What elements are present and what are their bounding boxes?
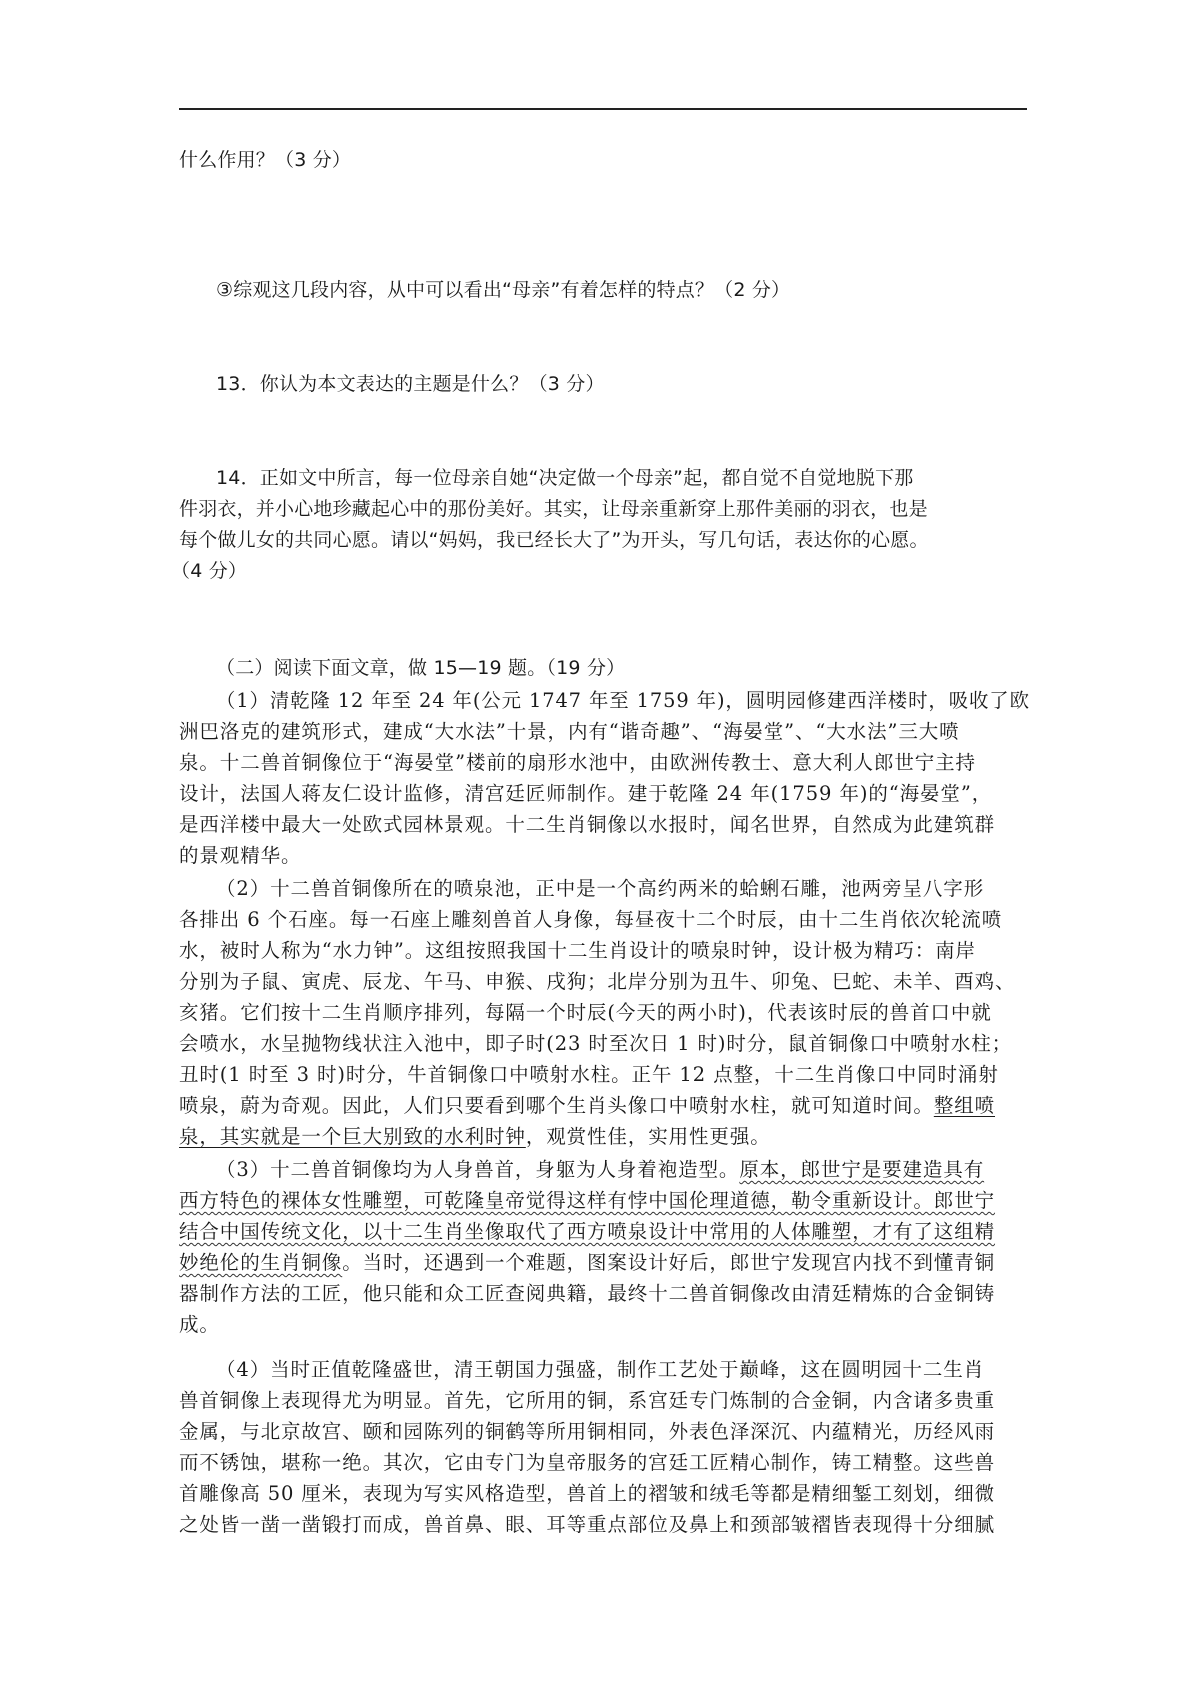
passage-line: 洲巴洛克的建筑形式，建成“大水法”十景，内有“谐奇趣”、“海晏堂”、“大水法”三大喷	[179, 720, 960, 743]
question-14-line: （4 分）	[171, 560, 248, 582]
passage-line: 各排出 6 个石座。每一石座上雕刻兽首人身像，每昼夜十二个时辰，由十二生肖依次轮流喷	[179, 908, 1003, 931]
question-13: 13．你认为本文表达的主题是什么？（3 分）	[216, 373, 605, 395]
passage-line: （1）清乾隆 12 年至 24 年(公元 1747 年至 1759 年)，圆明园修建西洋楼时，吸收了欧	[216, 689, 1030, 712]
underlined-text: 整组喷	[933, 1094, 996, 1117]
passage-line: 泉。十二兽首铜像位于“海晏堂”楼前的扇形水池中，由欧洲传教士、意大利人郎世宁主持	[179, 751, 976, 774]
passage-line	[179, 1125, 771, 1149]
question-14-line: 每个做儿女的共同心愿。请以“妈妈，我已经长大了”为开头，写几句话，表达你的心愿。	[179, 529, 929, 551]
passage-line: 设计，法国人蒋友仁设计监修，清宫廷匠师制作。建于乾隆 24 年(1759 年)的“海晏堂”，	[179, 782, 993, 805]
passage-line: （2）十二兽首铜像所在的喷泉池，正中是一个高约两米的蛤蜊石雕，池两旁呈八字形	[216, 877, 985, 900]
passage-line	[179, 1189, 995, 1213]
passage-line: 是西洋楼中最大一处欧式园林景观。十二生肖铜像以水报时，闻名世界，自然成为此建筑群	[179, 813, 996, 836]
wavy-underlined-text: 妙绝伦的生肖铜像	[179, 1251, 343, 1274]
question-12-3: ③综观这几段内容，从中可以看出“母亲”有着怎样的特点？（2 分）	[216, 279, 791, 301]
passage-line: 的景观精华。	[179, 844, 302, 867]
passage-line: 之处皆一凿一凿锻打而成，兽首鼻、眼、耳等重点部位及鼻上和颈部皱褶皆表现得十分细腻	[179, 1513, 996, 1536]
header-rule	[179, 108, 1027, 110]
passage-line: 而不锈蚀，堪称一绝。其次，它由专门为皇帝服务的宫廷工匠精心制作，铸工精整。这些兽	[179, 1451, 996, 1474]
passage-line	[179, 1220, 995, 1244]
passage-line: 水，被时人称为“水力钟”。这组按照我国十二生肖设计的喷泉时钟，设计极为精巧：南岸	[179, 939, 976, 962]
passage-line: 兽首铜像上表现得尤为明显。首先，它所用的铜，系宫廷专门炼制的合金铜，内含诸多贵重	[179, 1389, 996, 1412]
passage-line	[216, 1158, 984, 1182]
wavy-underlined-text: 结合中国传统文化，以十二生肖坐像取代了西方喷泉设计中常用的人体雕塑，才有了这组精	[179, 1220, 996, 1243]
passage-text: 。当时，还遇到一个难题，图案设计好后，郎世宁发现宫内找不到懂青铜	[342, 1251, 996, 1274]
question-14-line: 件羽衣，并小心地珍藏起心中的那份美好。其实，让母亲重新穿上那件美丽的羽衣，也是	[179, 498, 928, 520]
passage-text: （3）十二兽首铜像均为人身兽首，身躯为人身着袍造型。	[216, 1158, 740, 1181]
question-14-line: 14．正如文中所言，每一位母亲自她“决定做一个母亲”起，都自觉不自觉地脱下那	[216, 467, 914, 489]
passage-line	[179, 1094, 995, 1118]
underlined-text: 泉，其实就是一个巨大别致的水利时钟	[179, 1125, 526, 1148]
passage-line: 会喷水，水呈抛物线状注入池中，即子时(23 时至次日 1 时)时分，鼠首铜像口中喷射水柱；	[179, 1032, 1013, 1055]
passage-text: 喷泉，蔚为奇观。因此，人们只要看到哪个生肖头像口中喷射水柱，就可知道时间。	[179, 1094, 934, 1117]
section-2-heading: （二）阅读下面文章，做 15—19 题。（19 分）	[216, 657, 626, 679]
question-12-tail: 什么作用？（3 分）	[179, 149, 352, 171]
passage-line: 分别为子鼠、寅虎、辰龙、午马、申猴、戌狗；北岸分别为丑牛、卯兔、巳蛇、未羊、酉鸡、	[179, 970, 1016, 993]
passage-line: 成。	[179, 1313, 220, 1336]
passage-line: 丑时(1 时至 3 时)时分，牛首铜像口中喷射水柱。正午 12 点整，十二生肖像口中同时涌射	[179, 1063, 999, 1086]
passage-line: 首雕像高 50 厘米，表现为写实风格造型，兽首上的褶皱和绒毛等都是精细錾工刻划，细微	[179, 1482, 996, 1505]
passage-text: ，观赏性佳，实用性更强。	[525, 1125, 771, 1148]
passage-line: 器制作方法的工匠，他只能和众工匠查阅典籍，最终十二兽首铜像改由清廷精炼的合金铜铸	[179, 1282, 996, 1305]
passage-line	[179, 1251, 995, 1275]
passage-line: 金属，与北京故宫、颐和园陈列的铜鹤等所用铜相同，外表色泽深沉、内蕴精光，历经风雨	[179, 1420, 996, 1443]
wavy-underlined-text: 原本，郎世宁是要建造具有	[739, 1158, 985, 1181]
passage-line: （4）当时正值乾隆盛世，清王朝国力强盛，制作工艺处于巅峰，这在圆明园十二生肖	[216, 1358, 985, 1381]
passage-line: 亥猪。它们按十二生肖顺序排列，每隔一个时辰(今天的两小时)，代表该时辰的兽首口中就	[179, 1001, 992, 1024]
wavy-underlined-text: 西方特色的裸体女性雕塑，可乾隆皇帝觉得这样有悖中国伦理道德，勒令重新设计。郎世宁	[179, 1189, 996, 1212]
